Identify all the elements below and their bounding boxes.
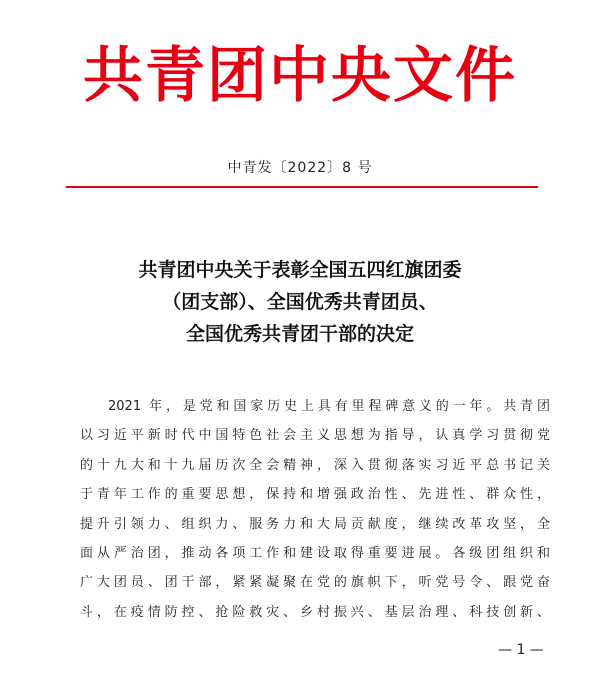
body-line: 2021 年，是党和国家历史上具有里程碑意义的一年。共青团 (108, 399, 550, 414)
body-line: 面从严治团，推动各项工作和建设取得重要进展。各级团组织和 (80, 546, 550, 562)
document-masthead: 共青团中央文件 (83, 41, 517, 111)
title-line-2: （团支部）、全国优秀共青团员、 (162, 291, 438, 313)
title-line-3: 全国优秀共青团干部的决定 (185, 323, 414, 345)
title-line-1: 共青团中央关于表彰全国五四红旗团委 (138, 259, 462, 281)
body-line: 斗，在疫情防控、抢险救灾、乡村振兴、基层治理、科技创新、 (80, 604, 550, 620)
document-number: 中青发〔2022〕8 号 (227, 160, 373, 176)
body-line: 以习近平新时代中国特色社会主义思想为指导，认真学习贯彻党 (80, 428, 550, 444)
body-line: 的十九大和十九届历次全会精神，深入贯彻落实习近平总书记关 (80, 457, 550, 473)
document-title (0, 254, 600, 350)
body-line: 于青年工作的重要思想，保持和增强政治性、先进性、群众性， (80, 487, 550, 503)
document-body (80, 392, 550, 627)
body-line: 广大团员、团干部，紧紧凝聚在党的旗帜下，听党号令、跟党奋 (80, 575, 550, 591)
body-line: 提升引领力、组织力、服务力和大局贡献度，继续改革攻坚，全 (80, 516, 550, 532)
red-divider-line (66, 186, 538, 188)
page-number: — 1 — (498, 642, 544, 658)
